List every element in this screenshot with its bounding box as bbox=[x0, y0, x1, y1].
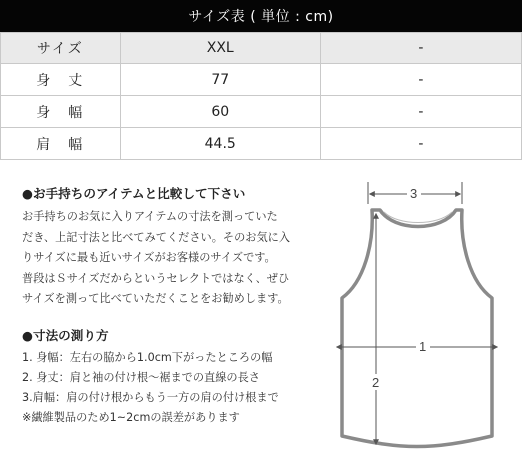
row-value-length: 77 bbox=[120, 64, 320, 96]
row-label-shoulder: 肩 幅 bbox=[1, 128, 121, 160]
compare-line: だき、上記寸法と比べてみてください。そのお気に入 bbox=[22, 230, 291, 244]
label-2: 2 bbox=[372, 375, 380, 390]
howto-line: 2. 身丈：肩と袖の付け根～裾までの直線の長さ bbox=[22, 371, 260, 384]
table-row bbox=[1, 96, 522, 128]
garment-diagram bbox=[322, 174, 522, 468]
howto-line: 1. 身幅：左右の脇から1.0cm下がったところの幅 bbox=[22, 351, 273, 364]
row-empty: - bbox=[320, 128, 521, 160]
table-header-row bbox=[1, 33, 522, 64]
howto-line: ※繊維製品のため1~2cmの誤差があります bbox=[22, 411, 240, 424]
size-table bbox=[0, 0, 522, 160]
row-empty: - bbox=[320, 64, 521, 96]
howto-line: 3.肩幅：肩の付け根からもう一方の肩の付け根まで bbox=[22, 391, 279, 404]
compare-line: 普段はＳサイズだからというセレクトではなく、ぜひ bbox=[22, 271, 290, 285]
compare-line: りサイズに最も近いサイズがお客様のサイズです。 bbox=[22, 251, 276, 264]
header-empty: - bbox=[320, 33, 521, 64]
row-value-shoulder: 44.5 bbox=[120, 128, 320, 160]
compare-heading: ●お手持ちのアイテムと比較して下さい bbox=[22, 186, 246, 201]
compare-body bbox=[22, 207, 322, 310]
size-table-title: サイズ表 ( 単位 : cm) bbox=[0, 0, 522, 32]
howto-section bbox=[22, 327, 322, 428]
row-empty: - bbox=[320, 96, 521, 128]
row-label-length: 身 丈 bbox=[1, 64, 121, 96]
howto-body bbox=[22, 348, 322, 428]
compare-section bbox=[22, 185, 322, 310]
compare-line: サイズを測って比べていただくことをお勧めします。 bbox=[22, 292, 289, 305]
header-xxl: XXL bbox=[120, 33, 320, 64]
howto-heading: ●寸法の測り方 bbox=[22, 328, 109, 343]
row-value-width: 60 bbox=[120, 96, 320, 128]
table-row bbox=[1, 128, 522, 160]
tank-top-outline bbox=[342, 210, 492, 447]
table-row bbox=[1, 64, 522, 96]
label-1: 1 bbox=[419, 339, 427, 354]
label-3: 3 bbox=[410, 186, 418, 201]
compare-line: お手持ちのお気に入りアイテムの寸法を測っていた bbox=[22, 210, 278, 223]
row-label-width: 身 幅 bbox=[1, 96, 121, 128]
header-size: サイズ bbox=[1, 33, 121, 64]
